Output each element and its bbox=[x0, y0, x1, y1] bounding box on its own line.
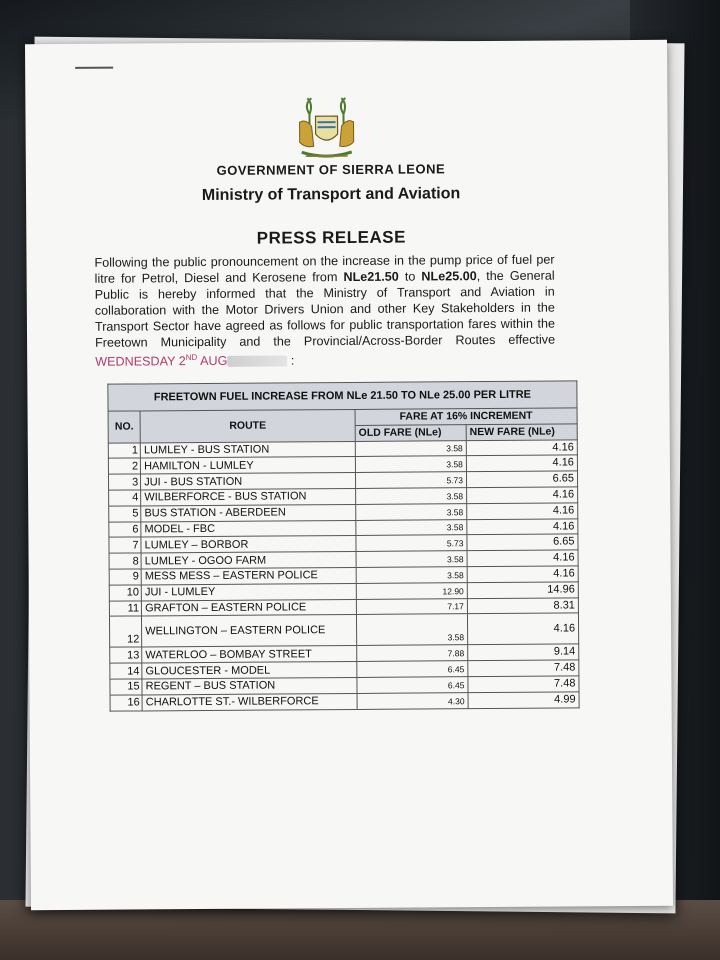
new-fare: 4.16 bbox=[466, 455, 577, 472]
table-title: FREETOWN FUEL INCREASE FROM NLe 21.50 TO NLe 25.00 PER LITRE bbox=[108, 381, 577, 411]
route-name: WATERLOO – BOMBAY STREET bbox=[142, 646, 357, 663]
route-number: 11 bbox=[109, 601, 141, 617]
announcement-connector: to bbox=[398, 269, 422, 284]
route-name: CHARLOTTE ST.- WILBERFORCE bbox=[142, 693, 357, 710]
route-number: 10 bbox=[109, 585, 141, 601]
new-fare: 8.31 bbox=[467, 597, 578, 614]
route-name: LUMLEY - BUS STATION bbox=[140, 441, 355, 458]
route-name: JUI - BUS STATION bbox=[141, 473, 356, 490]
route-number: 7 bbox=[109, 537, 141, 553]
route-number: 2 bbox=[108, 458, 140, 474]
route-number: 3 bbox=[108, 474, 140, 490]
table-row bbox=[110, 692, 579, 711]
new-fare: 4.16 bbox=[467, 487, 578, 504]
obscured-text bbox=[227, 356, 287, 367]
old-fare: 3.58 bbox=[356, 503, 467, 520]
old-fare: 3.58 bbox=[356, 614, 467, 646]
route-number: 5 bbox=[109, 506, 141, 522]
route-name: WELLINGTON – EASTERN POLICE bbox=[142, 615, 357, 647]
old-fare: 7.88 bbox=[357, 645, 468, 662]
announcement-paragraph bbox=[94, 252, 555, 370]
route-name: JUI - LUMLEY bbox=[141, 583, 356, 600]
coat-of-arms-icon bbox=[287, 94, 365, 165]
column-header-no: NO. bbox=[108, 411, 140, 443]
route-number: 16 bbox=[110, 695, 142, 711]
old-fare: 4.30 bbox=[357, 692, 468, 709]
new-fare: 4.16 bbox=[467, 503, 578, 520]
route-name: BUS STATION - ABERDEEN bbox=[141, 504, 356, 521]
new-fuel-price: NLe25.00 bbox=[421, 269, 477, 284]
new-fare: 4.16 bbox=[467, 613, 578, 645]
old-fare: 3.58 bbox=[356, 567, 467, 584]
old-fare: 3.58 bbox=[356, 519, 467, 536]
new-fare: 7.48 bbox=[468, 660, 579, 677]
new-fare: 6.65 bbox=[466, 471, 577, 488]
route-number: 4 bbox=[109, 490, 141, 506]
new-fare: 4.16 bbox=[467, 566, 578, 583]
old-fare: 12.90 bbox=[356, 582, 467, 599]
route-number: 9 bbox=[109, 569, 141, 585]
old-fare: 7.17 bbox=[356, 598, 467, 615]
old-fare: 6.45 bbox=[357, 661, 468, 678]
new-fare: 4.16 bbox=[467, 550, 578, 567]
route-name: WILBERFORCE - BUS STATION bbox=[141, 488, 356, 505]
government-heading: GOVERNMENT OF SIERRA LEONE bbox=[216, 161, 446, 178]
document-title: PRESS RELEASE bbox=[256, 227, 406, 248]
new-fare: 6.65 bbox=[467, 534, 578, 551]
old-fare: 5.73 bbox=[356, 535, 467, 552]
table-row bbox=[109, 613, 578, 647]
effective-date: WEDNESDAY 2ND AUG bbox=[95, 353, 228, 369]
press-release-page bbox=[25, 40, 673, 910]
route-number: 14 bbox=[110, 663, 142, 679]
route-name: REGENT – BUS STATION bbox=[142, 677, 357, 694]
route-name: LUMLEY – BORBOR bbox=[141, 536, 356, 553]
new-fare: 7.48 bbox=[468, 676, 579, 693]
route-name: GRAFTON – EASTERN POLICE bbox=[142, 599, 357, 616]
route-number: 12 bbox=[109, 616, 141, 647]
fare-rows bbox=[108, 439, 579, 710]
announcement-end: : bbox=[287, 353, 295, 368]
route-number: 8 bbox=[109, 553, 141, 569]
ministry-heading: Ministry of Transport and Aviation bbox=[201, 185, 461, 205]
route-name: MESS MESS – EASTERN POLICE bbox=[141, 567, 356, 584]
new-fare: 4.16 bbox=[466, 439, 577, 456]
announcement-text-continued: , the General Public is hereby informed that the Ministry of Transport and Aviation in collaboration with the Motor Drivers Union and other Key Stakeholders in the Transport Sector have agreed as follows for public transportation fares within the Freetown Municipality and the Provincial/Across-Border Routes effective bbox=[94, 268, 556, 350]
old-fare: 5.73 bbox=[355, 472, 466, 489]
column-header-new-fare: NEW FARE (NLe) bbox=[466, 424, 577, 441]
new-fare: 4.99 bbox=[468, 692, 579, 709]
route-number: 6 bbox=[109, 522, 141, 538]
old-fare: 3.58 bbox=[356, 488, 467, 505]
new-fare: 9.14 bbox=[468, 644, 579, 661]
column-header-route: ROUTE bbox=[140, 409, 355, 442]
route-name: LUMLEY - OGOO FARM bbox=[141, 552, 356, 569]
route-name: HAMILTON - LUMLEY bbox=[141, 457, 356, 474]
route-number: 15 bbox=[110, 679, 142, 695]
pen-mark bbox=[75, 67, 113, 69]
old-fuel-price: NLe21.50 bbox=[343, 269, 399, 285]
old-fare: 6.45 bbox=[357, 677, 468, 694]
route-name: MODEL - FBC bbox=[141, 520, 356, 537]
new-fare: 4.16 bbox=[467, 518, 578, 535]
route-number: 1 bbox=[108, 443, 140, 459]
column-header-fare-group: FARE AT 16% INCREMENT bbox=[355, 408, 577, 425]
fare-table bbox=[107, 380, 579, 711]
route-name: GLOUCESTER - MODEL bbox=[142, 662, 357, 679]
announcement-text: Following the public pronouncement on the increase in the pump price of fuel per litre for Petrol, Diesel and Kerosene from bbox=[94, 252, 555, 286]
column-header-old-fare: OLD FARE (NLe) bbox=[355, 424, 466, 441]
old-fare: 3.58 bbox=[355, 456, 466, 473]
old-fare: 3.58 bbox=[356, 551, 467, 568]
new-fare: 14.96 bbox=[467, 582, 578, 599]
old-fare: 3.58 bbox=[355, 440, 466, 457]
route-number: 13 bbox=[110, 647, 142, 663]
